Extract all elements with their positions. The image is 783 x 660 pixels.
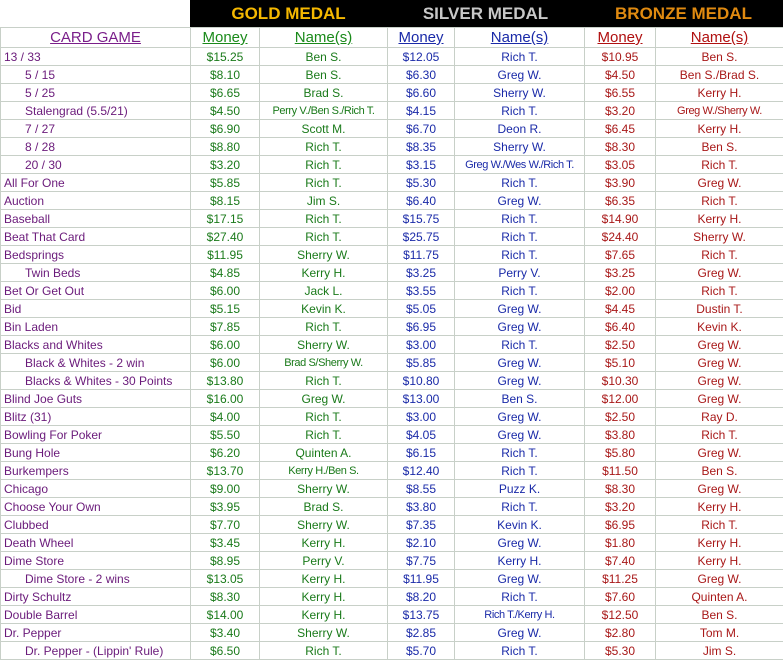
- gold-money-cell: $6.90: [191, 120, 260, 138]
- bronze-money-cell: $7.60: [585, 588, 656, 606]
- silver-money-cell: $3.55: [388, 282, 455, 300]
- bronze-names-cell: Greg W.: [656, 336, 783, 354]
- silver-names-cell: Greg W.: [455, 192, 585, 210]
- silver-names-cell: Rich T.: [455, 498, 585, 516]
- bronze-medal-heading: BRONZE MEDAL: [584, 0, 783, 27]
- gold-names-cell: Kerry H.: [260, 570, 388, 588]
- silver-money-cell: $3.15: [388, 156, 455, 174]
- silver-names-cell: Rich T.: [455, 588, 585, 606]
- gold-money-cell: $16.00: [191, 390, 260, 408]
- card-game-column-header: CARD GAME: [1, 28, 191, 48]
- silver-names-cell: Greg W.: [455, 408, 585, 426]
- silver-money-cell: $3.00: [388, 408, 455, 426]
- gold-names-cell: Rich T.: [260, 318, 388, 336]
- silver-money-cell: $5.85: [388, 354, 455, 372]
- game-name-cell: Bin Laden: [1, 318, 191, 336]
- gold-names-cell: Ben S.: [260, 48, 388, 66]
- bronze-names-cell: Ben S.: [656, 462, 783, 480]
- bronze-names-cell: Ben S.: [656, 138, 783, 156]
- table-row: [1, 246, 783, 264]
- gold-names-cell: Rich T.: [260, 426, 388, 444]
- silver-names-cell: Greg W.: [455, 66, 585, 84]
- silver-money-cell: $6.30: [388, 66, 455, 84]
- silver-names-cell: Rich T.: [455, 282, 585, 300]
- game-name-cell: All For One: [1, 174, 191, 192]
- silver-names-cell: Rich T.: [455, 444, 585, 462]
- game-name-cell: Choose Your Own: [1, 498, 191, 516]
- gold-names-cell: Perry V./Ben S./Rich T.: [260, 102, 388, 120]
- gold-money-cell: $6.50: [191, 642, 260, 660]
- game-name-cell: Clubbed: [1, 516, 191, 534]
- table-row: [1, 354, 783, 372]
- bronze-money-cell: $12.00: [585, 390, 656, 408]
- silver-money-cell: $13.75: [388, 606, 455, 624]
- table-row: [1, 264, 783, 282]
- silver-names-cell: Deon R.: [455, 120, 585, 138]
- table-row: [1, 300, 783, 318]
- silver-money-cell: $7.75: [388, 552, 455, 570]
- game-name-cell: Bedsprings: [1, 246, 191, 264]
- game-name-cell: Bowling For Poker: [1, 426, 191, 444]
- gold-money-cell: $8.95: [191, 552, 260, 570]
- gold-money-cell: $4.50: [191, 102, 260, 120]
- bronze-money-cell: $10.95: [585, 48, 656, 66]
- table-row: [1, 138, 783, 156]
- bronze-money-cell: $6.95: [585, 516, 656, 534]
- gold-money-cell: $3.45: [191, 534, 260, 552]
- bronze-names-cell: Quinten A.: [656, 588, 783, 606]
- silver-money-cell: $8.55: [388, 480, 455, 498]
- bronze-money-cell: $2.00: [585, 282, 656, 300]
- gold-money-cell: $6.65: [191, 84, 260, 102]
- table-row: [1, 282, 783, 300]
- bronze-names-cell: Greg W.: [656, 444, 783, 462]
- table-row: [1, 606, 783, 624]
- table-row: [1, 426, 783, 444]
- silver-names-cell: Greg W.: [455, 426, 585, 444]
- bronze-money-cell: $11.25: [585, 570, 656, 588]
- table-row: [1, 552, 783, 570]
- gold-names-cell: Rich T.: [260, 228, 388, 246]
- card-game-results-table: [0, 27, 783, 660]
- game-name-cell: 5 / 15: [1, 66, 191, 84]
- silver-names-cell: Rich T.: [455, 246, 585, 264]
- gold-money-cell: $13.80: [191, 372, 260, 390]
- bronze-money-cell: $7.65: [585, 246, 656, 264]
- bronze-names-cell: Greg W.: [656, 264, 783, 282]
- silver-names-cell: Rich T.: [455, 336, 585, 354]
- table-row: [1, 624, 783, 642]
- gold-names-cell: Brad S.: [260, 84, 388, 102]
- gold-money-column-header: Money: [191, 28, 260, 48]
- table-row: [1, 336, 783, 354]
- gold-money-cell: $14.00: [191, 606, 260, 624]
- gold-names-cell: Quinten A.: [260, 444, 388, 462]
- game-name-cell: 7 / 27: [1, 120, 191, 138]
- silver-names-cell: Rich T.: [455, 462, 585, 480]
- gold-names-cell: Rich T.: [260, 642, 388, 660]
- bronze-names-cell: Greg W.: [656, 174, 783, 192]
- bronze-money-cell: $5.30: [585, 642, 656, 660]
- gold-money-cell: $5.15: [191, 300, 260, 318]
- game-name-cell: Burkempers: [1, 462, 191, 480]
- table-row: [1, 408, 783, 426]
- silver-money-cell: $2.10: [388, 534, 455, 552]
- gold-money-cell: $4.00: [191, 408, 260, 426]
- bronze-money-cell: $6.35: [585, 192, 656, 210]
- silver-money-cell: $6.60: [388, 84, 455, 102]
- table-row: [1, 102, 783, 120]
- silver-money-cell: $11.75: [388, 246, 455, 264]
- silver-money-cell: $7.35: [388, 516, 455, 534]
- bronze-names-cell: Greg W.: [656, 390, 783, 408]
- silver-money-cell: $6.40: [388, 192, 455, 210]
- silver-medal-heading: SILVER MEDAL: [387, 0, 584, 27]
- gold-names-cell: Sherry W.: [260, 336, 388, 354]
- gold-money-cell: $8.15: [191, 192, 260, 210]
- silver-names-cell: Greg W.: [455, 534, 585, 552]
- bronze-money-cell: $6.40: [585, 318, 656, 336]
- silver-names-column-header: Name(s): [455, 28, 585, 48]
- gold-money-cell: $5.85: [191, 174, 260, 192]
- silver-money-cell: $12.40: [388, 462, 455, 480]
- bronze-names-cell: Dustin T.: [656, 300, 783, 318]
- silver-money-column-header: Money: [388, 28, 455, 48]
- bronze-money-cell: $7.40: [585, 552, 656, 570]
- silver-names-cell: Kerry H.: [455, 552, 585, 570]
- game-name-cell: Bung Hole: [1, 444, 191, 462]
- table-row: [1, 120, 783, 138]
- table-row: [1, 372, 783, 390]
- gold-names-cell: Jack L.: [260, 282, 388, 300]
- gold-names-cell: Kerry H.: [260, 534, 388, 552]
- bronze-money-cell: $5.10: [585, 354, 656, 372]
- bronze-money-cell: $10.30: [585, 372, 656, 390]
- game-name-cell: Twin Beds: [1, 264, 191, 282]
- silver-names-cell: Kevin K.: [455, 516, 585, 534]
- gold-money-cell: $11.95: [191, 246, 260, 264]
- gold-names-cell: Greg W.: [260, 390, 388, 408]
- bronze-names-cell: Kevin K.: [656, 318, 783, 336]
- table-row: [1, 228, 783, 246]
- game-name-cell: Auction: [1, 192, 191, 210]
- silver-names-cell: Sherry W.: [455, 84, 585, 102]
- silver-money-cell: $15.75: [388, 210, 455, 228]
- bronze-names-cell: Kerry H.: [656, 210, 783, 228]
- bronze-money-cell: $3.20: [585, 498, 656, 516]
- bronze-money-cell: $24.40: [585, 228, 656, 246]
- gold-names-cell: Brad S.: [260, 498, 388, 516]
- gold-names-column-header: Name(s): [260, 28, 388, 48]
- gold-names-cell: Kerry H./Ben S.: [260, 462, 388, 480]
- bronze-names-cell: Greg W.: [656, 372, 783, 390]
- gold-money-cell: $7.70: [191, 516, 260, 534]
- column-header-row: [1, 28, 783, 48]
- bronze-money-cell: $3.90: [585, 174, 656, 192]
- game-name-cell: Bid: [1, 300, 191, 318]
- game-name-cell: Bet Or Get Out: [1, 282, 191, 300]
- game-name-cell: Blacks and Whites: [1, 336, 191, 354]
- silver-names-cell: Rich T.: [455, 228, 585, 246]
- bronze-money-cell: $2.80: [585, 624, 656, 642]
- table-row: [1, 498, 783, 516]
- gold-names-cell: Sherry W.: [260, 624, 388, 642]
- gold-money-cell: $5.50: [191, 426, 260, 444]
- silver-money-cell: $8.35: [388, 138, 455, 156]
- game-name-cell: Stalengrad (5.5/21): [1, 102, 191, 120]
- bronze-money-cell: $12.50: [585, 606, 656, 624]
- table-row: [1, 210, 783, 228]
- silver-money-cell: $11.95: [388, 570, 455, 588]
- table-row: [1, 462, 783, 480]
- gold-money-cell: $3.20: [191, 156, 260, 174]
- game-name-cell: Blitz (31): [1, 408, 191, 426]
- bronze-money-column-header: Money: [585, 28, 656, 48]
- bronze-names-cell: Greg W.: [656, 570, 783, 588]
- gold-money-cell: $6.20: [191, 444, 260, 462]
- table-row: [1, 480, 783, 498]
- bronze-names-cell: Rich T.: [656, 516, 783, 534]
- silver-names-cell: Greg W.: [455, 570, 585, 588]
- gold-names-cell: Perry V.: [260, 552, 388, 570]
- silver-names-cell: Greg W.: [455, 624, 585, 642]
- bronze-names-cell: Rich T.: [656, 192, 783, 210]
- gold-names-cell: Sherry W.: [260, 516, 388, 534]
- bronze-names-cell: Ben S./Brad S.: [656, 66, 783, 84]
- gold-money-cell: $3.40: [191, 624, 260, 642]
- game-name-cell: Dirty Schultz: [1, 588, 191, 606]
- silver-names-cell: Greg W.: [455, 318, 585, 336]
- gold-money-cell: $27.40: [191, 228, 260, 246]
- bronze-money-cell: $4.45: [585, 300, 656, 318]
- game-name-cell: Blind Joe Guts: [1, 390, 191, 408]
- game-name-cell: Dr. Pepper - (Lippin' Rule): [1, 642, 191, 660]
- silver-money-cell: $5.05: [388, 300, 455, 318]
- silver-money-cell: $10.80: [388, 372, 455, 390]
- silver-names-cell: Rich T.: [455, 102, 585, 120]
- silver-names-cell: Greg W.: [455, 300, 585, 318]
- bronze-money-cell: $8.30: [585, 480, 656, 498]
- gold-names-cell: Scott M.: [260, 120, 388, 138]
- game-name-cell: 8 / 28: [1, 138, 191, 156]
- bronze-names-cell: Rich T.: [656, 246, 783, 264]
- silver-money-cell: $3.80: [388, 498, 455, 516]
- silver-money-cell: $13.00: [388, 390, 455, 408]
- silver-names-cell: Greg W.: [455, 354, 585, 372]
- silver-names-cell: Ben S.: [455, 390, 585, 408]
- gold-names-cell: Rich T.: [260, 408, 388, 426]
- bronze-money-cell: $11.50: [585, 462, 656, 480]
- bronze-money-cell: $5.80: [585, 444, 656, 462]
- bronze-money-cell: $3.25: [585, 264, 656, 282]
- silver-names-cell: Greg W.: [455, 372, 585, 390]
- gold-names-cell: Kerry H.: [260, 264, 388, 282]
- gold-money-cell: $17.15: [191, 210, 260, 228]
- gold-money-cell: $6.00: [191, 336, 260, 354]
- bronze-names-cell: Tom M.: [656, 624, 783, 642]
- bronze-names-cell: Kerry H.: [656, 534, 783, 552]
- game-name-cell: Chicago: [1, 480, 191, 498]
- gold-names-cell: Sherry W.: [260, 246, 388, 264]
- table-row: [1, 534, 783, 552]
- silver-names-cell: Greg W./Wes W./Rich T.: [455, 156, 585, 174]
- table-row: [1, 588, 783, 606]
- table-row: [1, 570, 783, 588]
- table-row: [1, 516, 783, 534]
- gold-names-cell: Rich T.: [260, 156, 388, 174]
- game-name-cell: 20 / 30: [1, 156, 191, 174]
- silver-names-cell: Rich T.: [455, 174, 585, 192]
- bronze-names-cell: Sherry W.: [656, 228, 783, 246]
- gold-names-cell: Rich T.: [260, 372, 388, 390]
- silver-names-cell: Rich T.: [455, 642, 585, 660]
- bronze-money-cell: $1.80: [585, 534, 656, 552]
- gold-names-cell: Rich T.: [260, 138, 388, 156]
- gold-money-cell: $13.05: [191, 570, 260, 588]
- silver-names-cell: Rich T.: [455, 48, 585, 66]
- gold-names-cell: Brad S/Sherry W.: [260, 354, 388, 372]
- game-name-cell: Death Wheel: [1, 534, 191, 552]
- gold-money-cell: $3.95: [191, 498, 260, 516]
- silver-names-cell: Rich T./Kerry H.: [455, 606, 585, 624]
- silver-money-cell: $5.30: [388, 174, 455, 192]
- game-name-cell: 5 / 25: [1, 84, 191, 102]
- table-row: [1, 66, 783, 84]
- bronze-names-cell: Ben S.: [656, 606, 783, 624]
- silver-money-cell: $8.20: [388, 588, 455, 606]
- bronze-names-cell: Jim S.: [656, 642, 783, 660]
- game-name-cell: Baseball: [1, 210, 191, 228]
- silver-money-cell: $12.05: [388, 48, 455, 66]
- table-row: [1, 318, 783, 336]
- silver-money-cell: $5.70: [388, 642, 455, 660]
- bronze-money-cell: $3.20: [585, 102, 656, 120]
- gold-money-cell: $7.85: [191, 318, 260, 336]
- bronze-money-cell: $14.90: [585, 210, 656, 228]
- bronze-money-cell: $3.05: [585, 156, 656, 174]
- bronze-money-cell: $2.50: [585, 336, 656, 354]
- bronze-money-cell: $6.55: [585, 84, 656, 102]
- bronze-money-cell: $6.45: [585, 120, 656, 138]
- table-row: [1, 84, 783, 102]
- game-name-cell: Double Barrel: [1, 606, 191, 624]
- table-row: [1, 156, 783, 174]
- silver-names-cell: Puzz K.: [455, 480, 585, 498]
- gold-names-cell: Sherry W.: [260, 480, 388, 498]
- gold-money-cell: $9.00: [191, 480, 260, 498]
- gold-names-cell: Kerry H.: [260, 588, 388, 606]
- bronze-names-cell: Kerry H.: [656, 120, 783, 138]
- silver-money-cell: $4.15: [388, 102, 455, 120]
- medal-header-spacer: [0, 0, 190, 27]
- gold-names-cell: Jim S.: [260, 192, 388, 210]
- silver-names-cell: Sherry W.: [455, 138, 585, 156]
- gold-medal-heading: GOLD MEDAL: [190, 0, 387, 27]
- bronze-names-cell: Ben S.: [656, 48, 783, 66]
- silver-money-cell: $25.75: [388, 228, 455, 246]
- gold-money-cell: $6.00: [191, 282, 260, 300]
- results-body: [1, 48, 783, 660]
- bronze-names-cell: Rich T.: [656, 426, 783, 444]
- gold-money-cell: $15.25: [191, 48, 260, 66]
- table-row: [1, 192, 783, 210]
- gold-money-cell: $6.00: [191, 354, 260, 372]
- game-name-cell: Dime Store - 2 wins: [1, 570, 191, 588]
- gold-names-cell: Kevin K.: [260, 300, 388, 318]
- bronze-names-cell: Rich T.: [656, 282, 783, 300]
- silver-money-cell: $4.05: [388, 426, 455, 444]
- gold-money-cell: $8.30: [191, 588, 260, 606]
- game-name-cell: Blacks & Whites - 30 Points: [1, 372, 191, 390]
- table-row: [1, 174, 783, 192]
- silver-names-cell: Perry V.: [455, 264, 585, 282]
- bronze-names-cell: Rich T.: [656, 156, 783, 174]
- gold-names-cell: Kerry H.: [260, 606, 388, 624]
- game-name-cell: Dime Store: [1, 552, 191, 570]
- silver-money-cell: $3.00: [388, 336, 455, 354]
- bronze-names-cell: Kerry H.: [656, 498, 783, 516]
- bronze-money-cell: $2.50: [585, 408, 656, 426]
- game-name-cell: Dr. Pepper: [1, 624, 191, 642]
- gold-names-cell: Ben S.: [260, 66, 388, 84]
- bronze-names-cell: Ray D.: [656, 408, 783, 426]
- gold-money-cell: $8.80: [191, 138, 260, 156]
- gold-money-cell: $13.70: [191, 462, 260, 480]
- bronze-money-cell: $4.50: [585, 66, 656, 84]
- game-name-cell: 13 / 33: [1, 48, 191, 66]
- bronze-money-cell: $8.30: [585, 138, 656, 156]
- bronze-names-cell: Kerry H.: [656, 552, 783, 570]
- silver-money-cell: $3.25: [388, 264, 455, 282]
- gold-money-cell: $4.85: [191, 264, 260, 282]
- table-row: [1, 390, 783, 408]
- medal-header-band: [0, 0, 783, 27]
- silver-money-cell: $6.95: [388, 318, 455, 336]
- game-name-cell: Beat That Card: [1, 228, 191, 246]
- silver-money-cell: $6.70: [388, 120, 455, 138]
- bronze-names-cell: Kerry H.: [656, 84, 783, 102]
- bronze-names-cell: Greg W.: [656, 480, 783, 498]
- table-row: [1, 48, 783, 66]
- gold-names-cell: Rich T.: [260, 174, 388, 192]
- table-row: [1, 444, 783, 462]
- bronze-money-cell: $3.80: [585, 426, 656, 444]
- gold-names-cell: Rich T.: [260, 210, 388, 228]
- silver-names-cell: Rich T.: [455, 210, 585, 228]
- bronze-names-cell: Greg W.: [656, 354, 783, 372]
- bronze-names-cell: Greg W./Sherry W.: [656, 102, 783, 120]
- silver-money-cell: $6.15: [388, 444, 455, 462]
- gold-money-cell: $8.10: [191, 66, 260, 84]
- bronze-names-column-header: Name(s): [656, 28, 783, 48]
- game-name-cell: Black & Whites - 2 win: [1, 354, 191, 372]
- silver-money-cell: $2.85: [388, 624, 455, 642]
